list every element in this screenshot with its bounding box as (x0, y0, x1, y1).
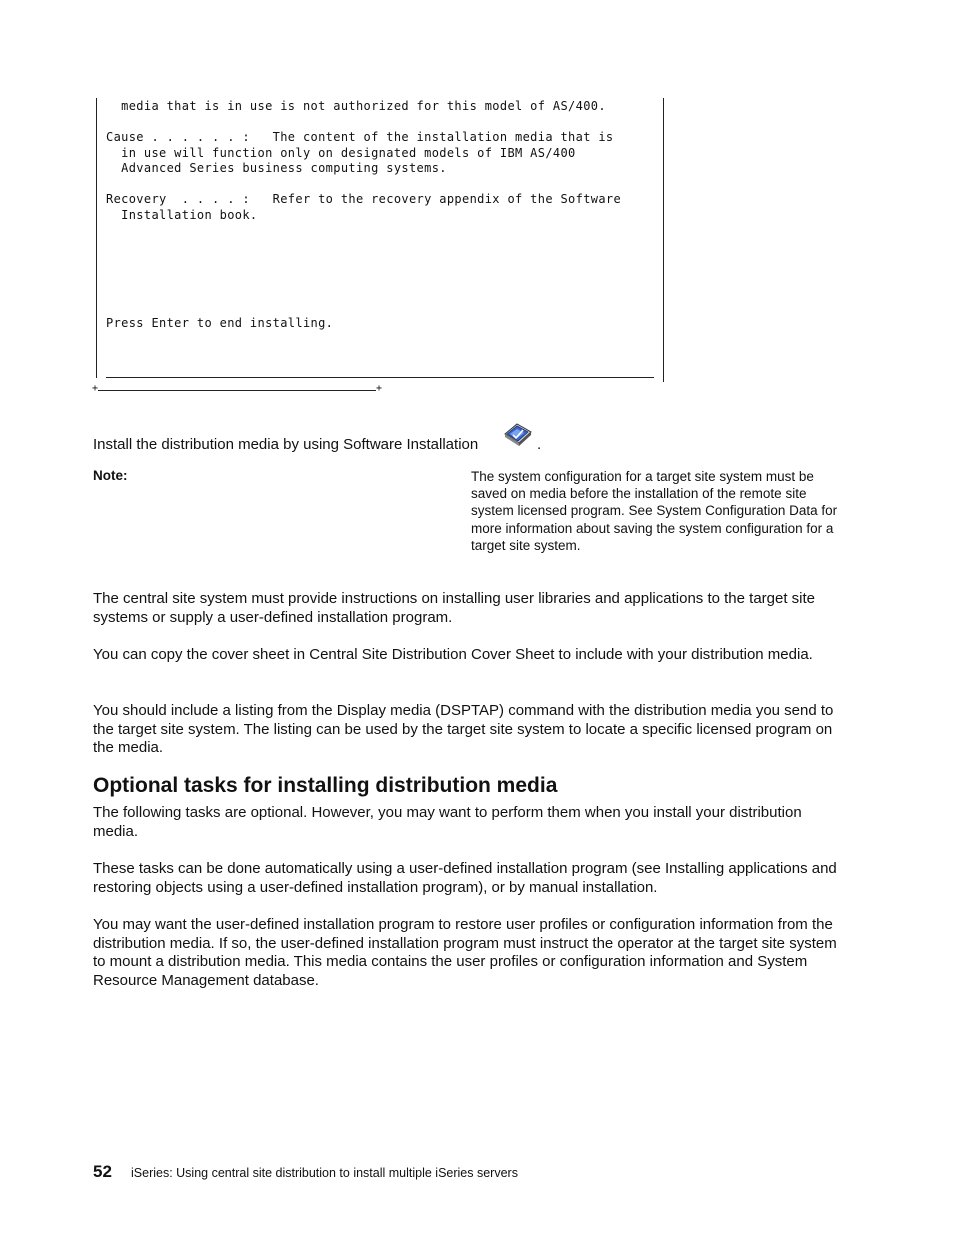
paragraph-central-site: The central site system must provide instructions on installing user libraries and applications to the target site systems or supply a user-defined installation program. (93, 590, 816, 626)
install-period: . (537, 436, 542, 453)
note-label: Note: (93, 468, 128, 483)
note-body: The system configuration for a target site system must be saved on media before the installation of the remote site system licensed program. See System Configuration Data for more information about saving the system configuration for a target site system. (471, 469, 838, 553)
paragraph-automatic-install: These tasks can be done automatically using a user-defined installation program (see Installing applications and restoring objects using a user-defined installation program), or by manual installation. (93, 860, 837, 896)
screen-line-4: in use will function only on designated models of IBM AS/400 (106, 145, 576, 160)
paragraph-cover-sheet: You can copy the cover sheet in Central Site Distribution Cover Sheet to include with your distribution media. (93, 646, 813, 663)
screen-line-8: Installation book. (106, 207, 258, 222)
paragraph-optional-tasks: The following tasks are optional. However, you may want to perform them when you install your distribution media. (93, 804, 802, 840)
install-text: Install the distribution media by using Software Installation (93, 436, 479, 453)
section-heading: Optional tasks for installing distribution media (93, 774, 558, 797)
screen-left-border (96, 98, 97, 378)
footer-title: iSeries: Using central site distribution to install multiple iSeries servers (131, 1166, 518, 1180)
screen-line-15: Press Enter to end installing. (106, 316, 334, 330)
screen-line-7: Recovery . . . . : Refer to the recovery appendix of the Software (106, 192, 622, 206)
paragraph-dsptap: You should include a listing from the Display media (DSPTAP) command with the distribution media you send to the target site system. The listing can be used by the target site system to locate a specific licensed program on the media. (93, 702, 834, 756)
terminal-screen (92, 96, 668, 392)
screen-corner-left: + (92, 383, 99, 394)
screen-bottom-edge (92, 383, 382, 396)
screen-bottom-rule (98, 390, 376, 391)
install-instruction (93, 436, 478, 454)
software-installation-icon (501, 420, 535, 448)
screen-line-3: Cause . . . . . . : The content of the installation media that is (106, 130, 614, 144)
screen-line-1: media that is in use is not authorized for this model of AS/400. (106, 99, 606, 113)
paragraph-user-profiles: You may want the user-defined installation program to restore user profiles or configuration information from the distribution media. If so, the user-defined installation program must instruct the operator at the target site system to mount a distribution media. This media contains the user profiles or configuration information and System Resource Management database. (93, 916, 837, 989)
page-number: 52 (93, 1162, 112, 1181)
screen-input-underline (106, 377, 654, 378)
screen-right-border (663, 98, 664, 382)
screen-line-5: Advanced Series business computing systems. (106, 161, 447, 175)
screen-corner-right: + (375, 383, 382, 394)
